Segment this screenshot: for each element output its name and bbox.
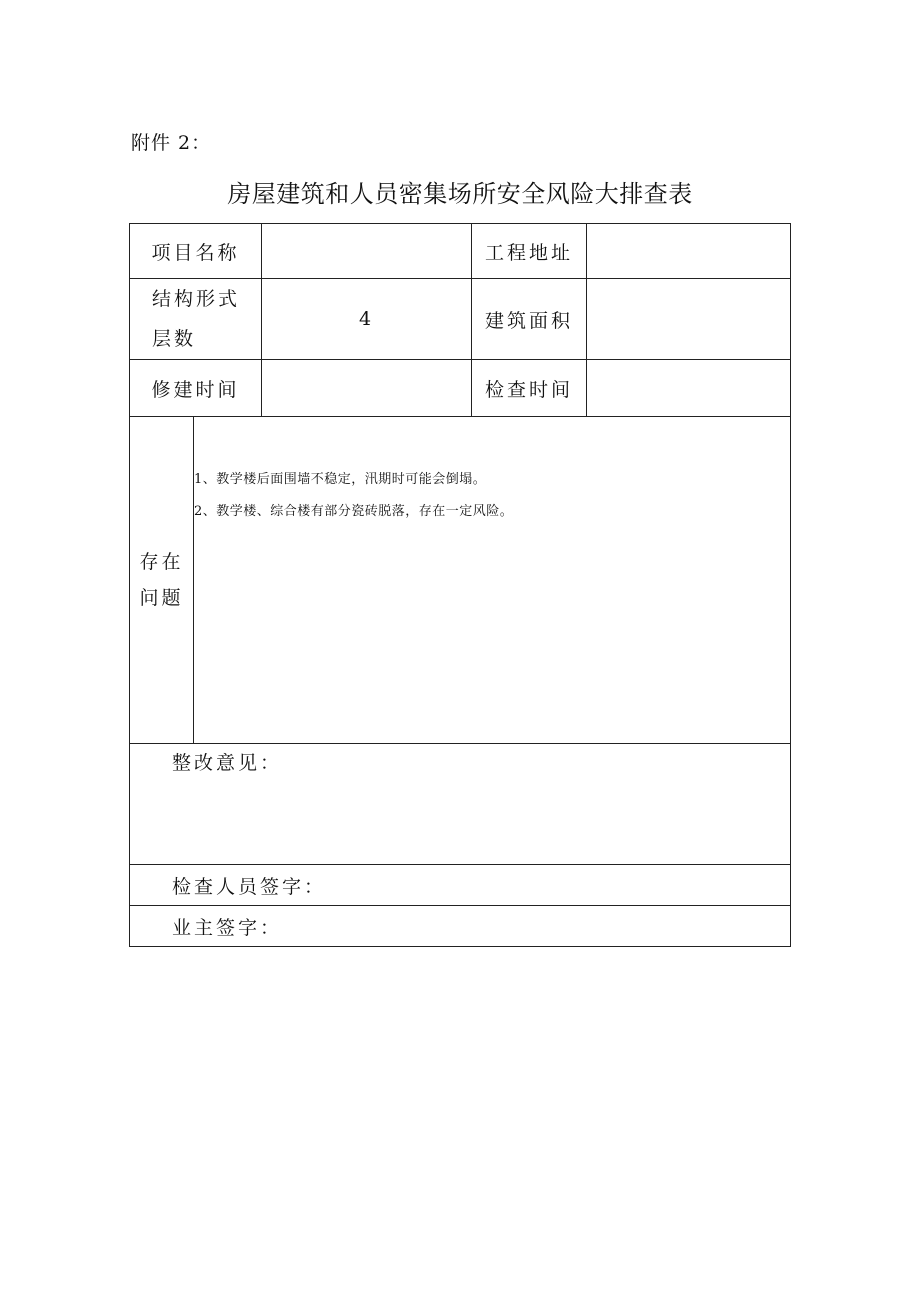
inspector-signature-label: 检查人员签字： xyxy=(172,875,327,898)
structure-label-line1: 结构形式 xyxy=(152,288,241,310)
owner-signature-field[interactable] xyxy=(130,906,791,947)
rectification-label: 整改意见： xyxy=(172,752,283,774)
row-time xyxy=(130,360,791,417)
owner-signature-label: 业主签字： xyxy=(172,916,283,939)
inspect-time-value[interactable] xyxy=(587,360,791,417)
document-title: 房屋建筑和人员密集场所安全风险大排查表 xyxy=(227,180,693,208)
inspection-form-table xyxy=(129,223,791,947)
row-owner-signature xyxy=(130,906,791,947)
inspect-time-label: 检查时间 xyxy=(472,360,587,417)
issue-item: 1、教学楼后面围墙不稳定，汛期时可能会倒塌。 xyxy=(194,472,487,487)
issues-label-line2: 问题 xyxy=(139,587,184,609)
project-name-label: 项目名称 xyxy=(130,224,262,279)
row-structure xyxy=(130,279,791,360)
structure-value[interactable]: 4 xyxy=(262,279,472,360)
issues-label xyxy=(130,417,194,744)
issues-content[interactable] xyxy=(194,417,791,744)
area-label: 建筑面积 xyxy=(472,279,587,360)
build-time-label: 修建时间 xyxy=(130,360,262,417)
row-issues xyxy=(130,417,791,744)
structure-label-line2: 层数 xyxy=(152,328,197,350)
address-value[interactable] xyxy=(587,224,791,279)
issues-label-line1: 存在 xyxy=(139,551,184,573)
address-label: 工程地址 xyxy=(472,224,587,279)
structure-label xyxy=(130,279,262,360)
project-name-value[interactable] xyxy=(262,224,472,279)
row-project xyxy=(130,224,791,279)
rectification-field[interactable] xyxy=(130,744,791,865)
issue-item: 2、教学楼、综合楼有部分瓷砖脱落，存在一定风险。 xyxy=(194,504,514,519)
build-time-value[interactable] xyxy=(262,360,472,417)
attachment-label: 附件 2： xyxy=(131,132,212,154)
area-value[interactable] xyxy=(587,279,791,360)
inspector-signature-field[interactable] xyxy=(130,865,791,906)
row-inspector-signature xyxy=(130,865,791,906)
row-rectification xyxy=(130,744,791,865)
